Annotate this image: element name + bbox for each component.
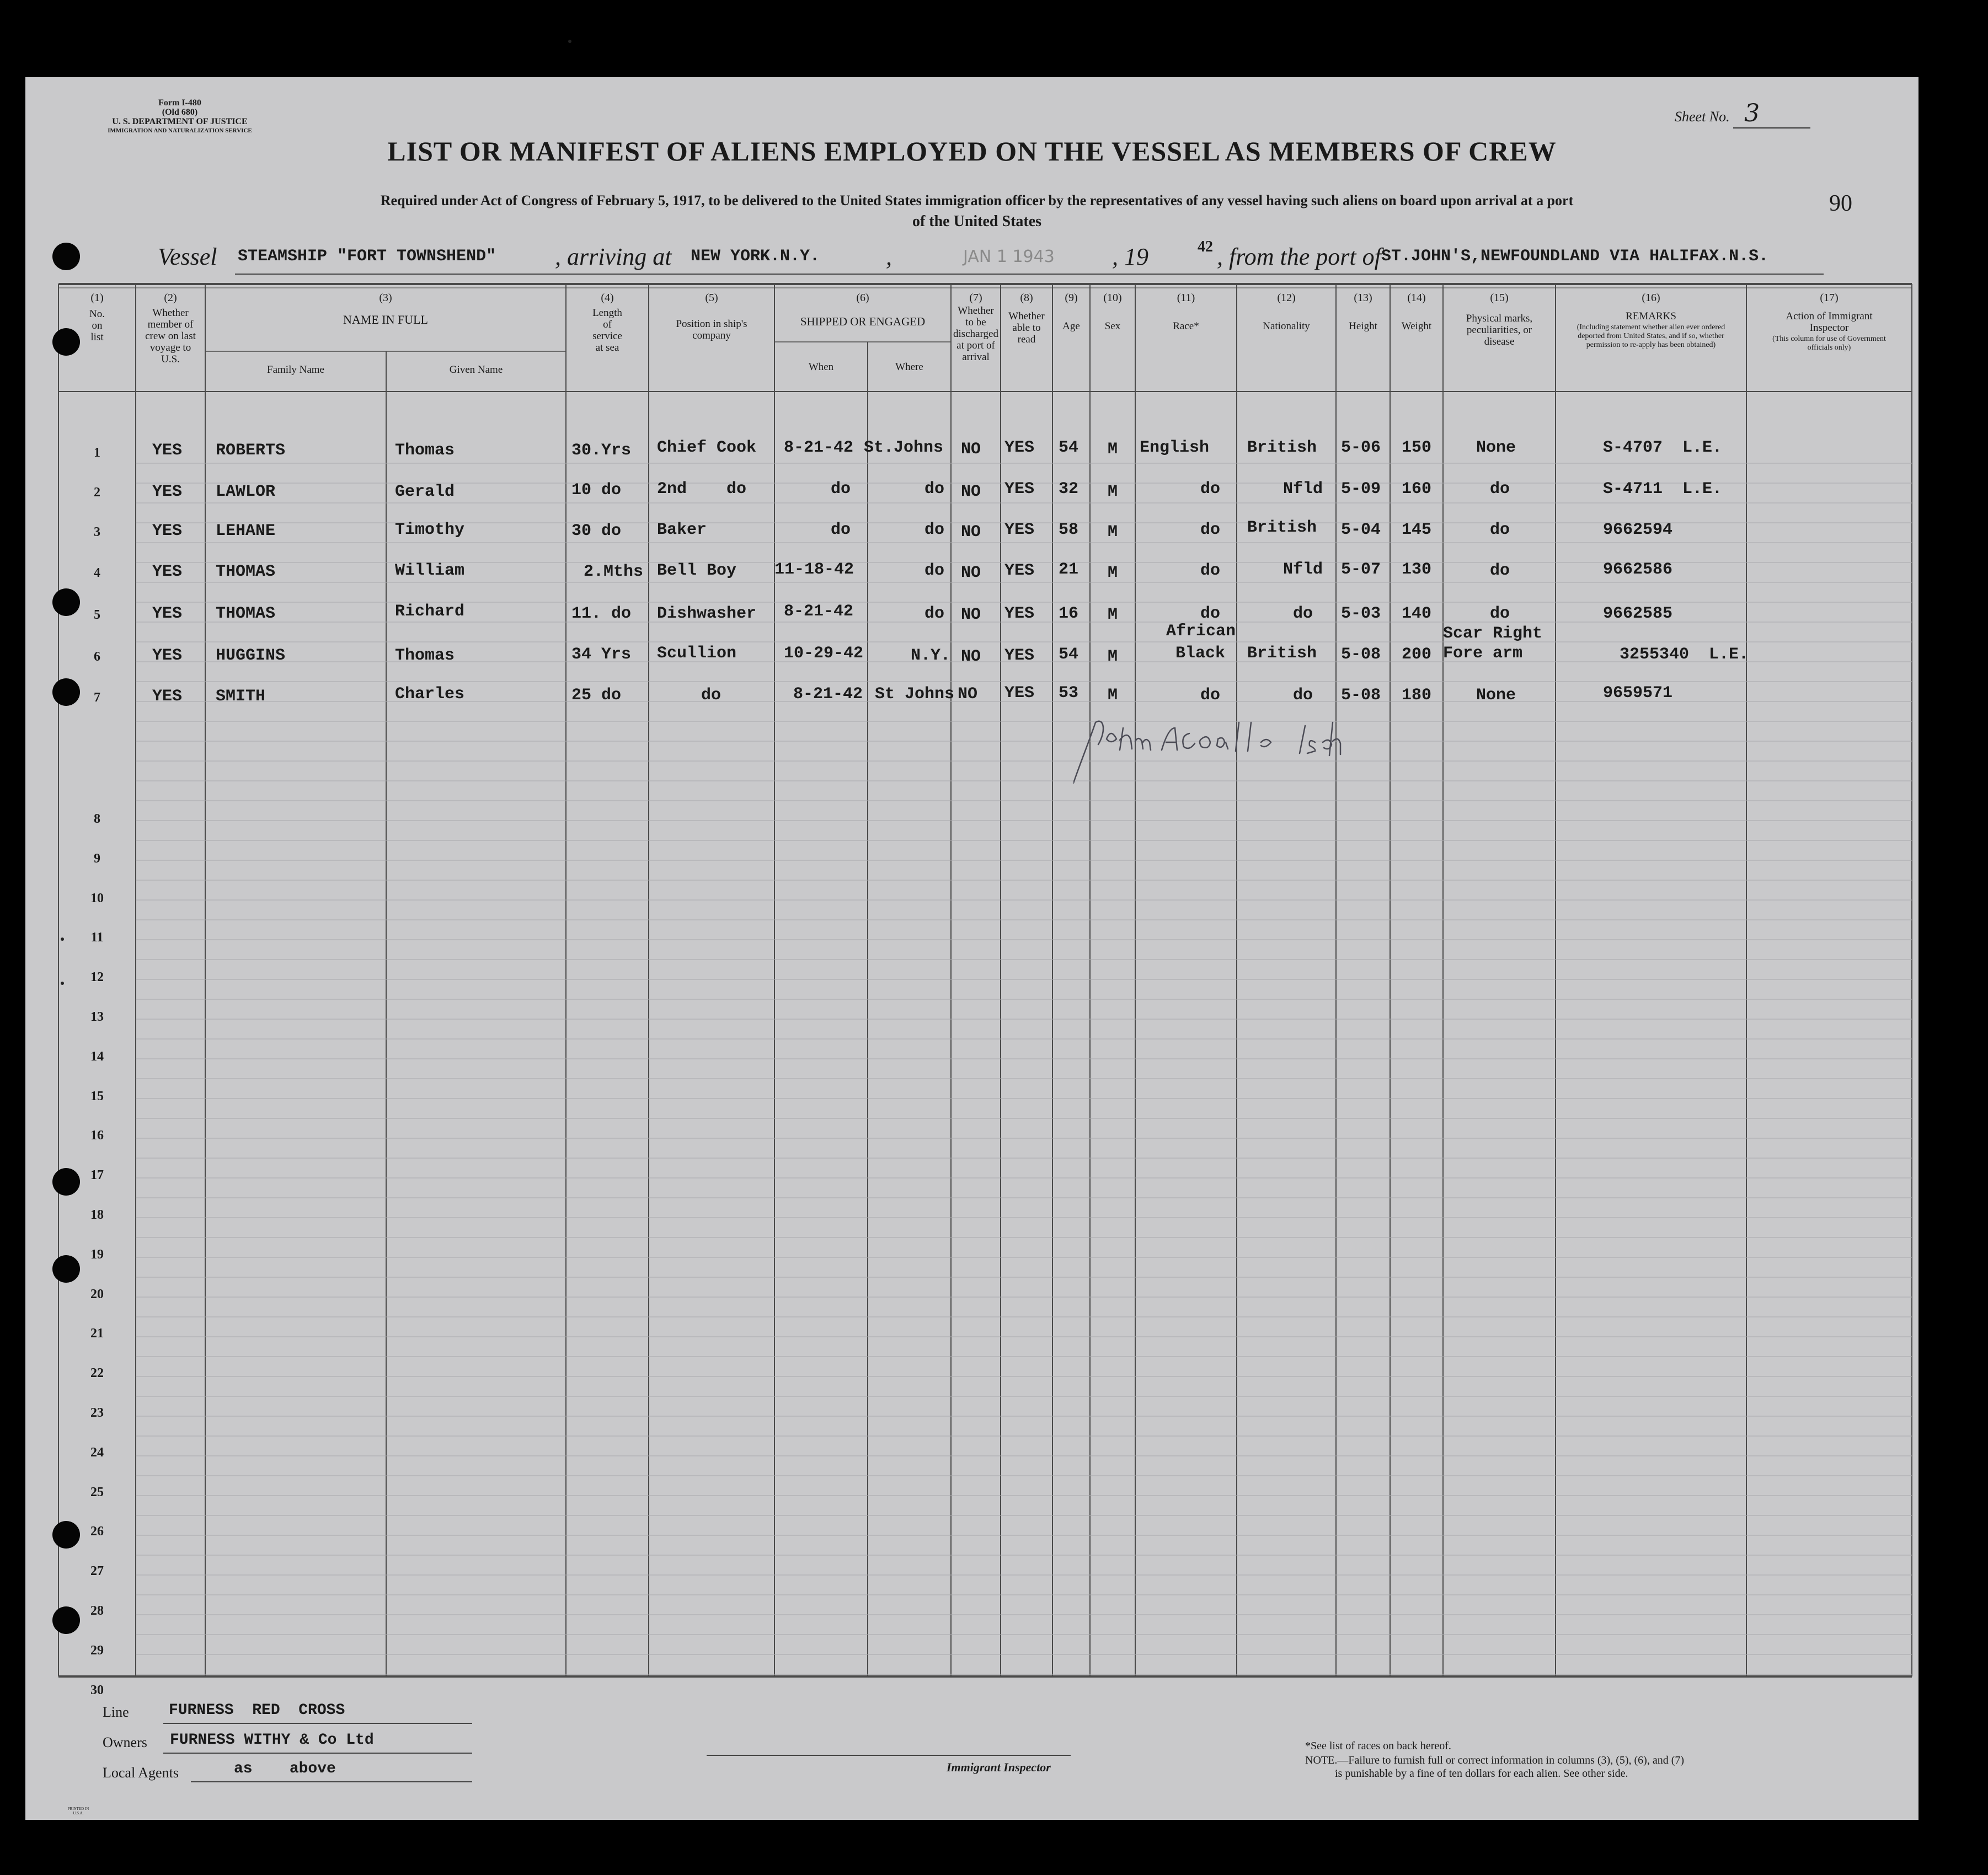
row-number: 16 [90,1128,104,1143]
remarks-cell: S-4707 L.E. [1603,438,1723,457]
owners-value: FURNESS WITHY & Co Ltd [170,1732,374,1749]
col-2-number: (2) [164,292,177,304]
nationality-cell: British [1247,644,1317,663]
col-6-label: SHIPPED OR ENGAGED [800,315,926,328]
race-cell-top: African [1166,622,1236,641]
weight-cell: 130 [1402,560,1432,579]
col-12-number: (12) [1277,292,1296,304]
given-name-cell: Thomas [395,646,455,665]
inspector-label: Immigrant Inspector [947,1760,1051,1774]
col-16-sublabel: (Including statement whether alien ever ordered deported from United States, and if so, whether permission to re-apply has been obtained) [1576,323,1725,349]
col-2-label: Whether member of crew on last voyage to U.S. [145,307,196,365]
col-11-label: Race* [1173,320,1199,332]
weight-cell: 140 [1402,604,1432,623]
physical-marks-cell: do [1490,561,1510,580]
race-cell: do [1200,686,1221,705]
row-number: 26 [90,1524,104,1539]
position-cell: Scullion [657,644,737,663]
discharged-cell: NO [961,647,981,666]
able-to-read-cell: YES [1004,438,1035,457]
prev-voyage-cell: YES [152,646,183,665]
scan-speck [61,982,64,985]
col-3b-header: Given Name [449,364,503,376]
remarks-cell: 9662586 [1603,560,1673,579]
service-length-cell: 30.Yrs [571,441,632,460]
weight-cell: 180 [1402,686,1432,705]
given-name-cell: Thomas [395,441,455,460]
sex-cell: M [1108,647,1118,666]
given-name-cell: Timothy [395,521,465,539]
page-mark: 90 [1829,191,1852,216]
col-17-number: (17) [1820,292,1839,304]
race-cell: do [1200,480,1221,499]
col-3-label: NAME IN FULL [343,313,428,326]
family-name-cell: HUGGINS [216,646,286,665]
inspector-signature-line [707,1755,1071,1756]
given-name-cell: Charles [395,685,465,704]
discharged-cell: NO [958,685,978,704]
row-number: 3 [94,525,100,539]
row-number: 14 [90,1049,104,1064]
crew-rows [25,77,1918,1820]
position-cell: Baker [657,521,707,539]
row-number: 2 [94,485,100,500]
physical-marks-cell: do [1490,604,1510,623]
row-number: 28 [90,1604,104,1618]
printer-mark: PRINTED IN U.S.A. [67,1807,89,1815]
family-name-cell: LEHANE [216,522,276,540]
remarks-cell: 3255340 L.E. [1620,645,1749,664]
binder-hole [52,678,80,706]
row-number: 11 [90,930,104,945]
line-underline [163,1723,472,1724]
weight-cell: 200 [1402,645,1432,664]
col-10-number: (10) [1103,292,1122,304]
form-number: Form I-480 [158,98,201,108]
able-to-read-cell: YES [1004,684,1035,703]
height-cell: 5-04 [1341,521,1381,539]
sex-cell: M [1108,483,1118,501]
remarks-cell: 9662594 [1603,521,1673,539]
row-number: 4 [94,566,100,580]
shipped-when-cell: 10-29-42 [784,644,864,663]
col-4-label: Length of service at sea [592,307,622,353]
remarks-cell: 9662585 [1603,604,1673,623]
shipped-when-cell: 8-21-42 [793,685,863,704]
col-16-number: (16) [1642,292,1660,304]
given-name-cell: Gerald [395,483,455,501]
departure-port: ST.JOHN'S,NEWFOUNDLAND VIA HALIFAX.N.S. [1381,247,1769,266]
scan-speck [61,938,64,941]
col-14-label: Weight [1401,320,1432,332]
service-length-cell: 25 do [571,686,622,705]
col-15-label: Physical marks, peculiarities, or disease [1466,313,1533,347]
row-number: 17 [90,1168,104,1183]
race-cell: do [1200,521,1221,539]
service-length-cell: 10 do [571,481,622,500]
age-cell: 32 [1059,480,1079,499]
discharged-cell: NO [961,483,981,501]
col-12-label: Nationality [1263,320,1310,332]
arriving-label: , arriving at [555,243,672,270]
agents-label: Local Agents [103,1765,179,1781]
footer-agents-row [103,1765,179,1781]
line-value: FURNESS RED CROSS [169,1702,345,1719]
col-17-label: Action of Immigrant Inspector [1786,310,1873,334]
row-number: 6 [94,650,100,664]
page-title: LIST OR MANIFEST OF ALIENS EMPLOYED ON THE VESSEL AS MEMBERS OF CREW [387,136,1557,167]
sheet-number-value: 3 [1733,99,1810,128]
sex-cell: M [1108,606,1118,624]
height-cell: 5-09 [1341,480,1381,499]
col-14-number: (14) [1407,292,1426,304]
shipped-where-cell: do [924,480,945,499]
discharged-cell: NO [961,606,981,624]
able-to-read-cell: YES [1004,521,1035,539]
row-number: 27 [90,1564,104,1579]
col-16-label: REMARKS [1626,310,1676,322]
shipped-where-cell: do [924,521,945,539]
prev-voyage-cell: YES [152,483,183,501]
prev-voyage-cell: YES [152,687,183,706]
service-length-cell: 11. do [571,604,632,623]
row-number: 23 [90,1406,104,1420]
col-6a-header: When [808,361,834,373]
port-label: , from the port of [1217,243,1381,270]
races-note: *See list of races on back hereof. [1305,1740,1451,1752]
weight-cell: 145 [1402,521,1432,539]
col-7-number: (7) [969,292,982,304]
discharged-cell: NO [961,564,981,582]
physical-marks-cell-top: Scar Right [1443,624,1543,643]
family-name-cell: LAWLOR [216,483,276,501]
comma-mark: , [886,243,892,270]
nationality-cell: do [1293,686,1313,705]
department-name: U. S. DEPARTMENT OF JUSTICE [112,117,248,126]
prev-voyage-cell: YES [152,562,183,581]
col-5-number: (5) [705,292,718,304]
row-number: 9 [94,851,100,866]
position-cell: do [701,686,722,705]
row-number: 7 [94,690,100,705]
prev-voyage-cell: YES [152,441,183,460]
height-cell: 5-08 [1341,686,1381,705]
owners-underline [163,1753,472,1754]
agents-value: as above [234,1760,336,1777]
given-name-cell: William [395,561,465,580]
race-cell: English [1140,438,1210,457]
form-old-number: (Old 680) [162,108,198,117]
shipped-when-cell: 11-18-42 [774,560,854,579]
sex-cell: M [1108,523,1118,542]
physical-marks-cell-bottom: Fore arm [1443,644,1523,663]
shipped-when-cell: do [831,521,851,539]
position-cell: Dishwasher [657,604,757,623]
shipped-where-cell: N.Y. [911,646,951,665]
col-6-number: (6) [856,292,869,304]
vessel-label: Vessel [158,243,217,270]
row-number: 30 [90,1683,104,1697]
penalty-note-line-2: is punishable by a fine of ten dollars for each alien. See other side. [1335,1767,1628,1780]
position-cell: Bell Boy [657,561,737,580]
prev-voyage-cell: YES [152,522,183,540]
nationality-cell: do [1293,604,1313,623]
row-number: 24 [90,1445,104,1460]
position-cell: Chief Cook [657,438,757,457]
physical-marks-cell: None [1476,686,1516,705]
binder-hole [52,1521,80,1549]
age-cell: 53 [1059,684,1079,703]
col-9-number: (9) [1065,292,1078,304]
family-name-cell: SMITH [216,687,266,706]
col-3a-header: Family Name [267,364,324,376]
shipped-where-cell: do [924,561,945,580]
weight-cell: 150 [1402,438,1432,457]
col-9-label: Age [1062,320,1080,332]
age-cell: 16 [1059,604,1079,623]
arrival-port: NEW YORK.N.Y. [691,247,820,266]
col-13-label: Height [1349,320,1377,332]
col-10-label: Sex [1104,320,1121,332]
col-17-sublabel: (This column for use of Government officials only) [1772,335,1886,352]
binder-hole [52,588,80,616]
physical-marks-cell: do [1490,521,1510,539]
sex-cell: M [1108,440,1118,459]
row-number: 8 [94,812,100,826]
given-name-cell: Richard [395,602,465,621]
col-1-number: (1) [90,292,104,304]
col-8-label: Whether able to read [1008,310,1045,345]
family-name-cell: THOMAS [216,604,276,623]
row-number: 12 [90,970,104,985]
col-5-label: Position in ship's company [676,318,747,341]
sex-cell: M [1108,686,1118,705]
prev-voyage-cell: YES [152,604,183,623]
col-3-number: (3) [379,292,392,304]
nationality-cell: British [1247,518,1317,537]
col-13-number: (13) [1354,292,1372,304]
row-number: 21 [90,1326,104,1341]
vessel-name: STEAMSHIP "FORT TOWNSHEND" [238,247,496,266]
family-name-cell: THOMAS [216,562,276,581]
col-15-number: (15) [1490,292,1509,304]
nationality-cell: British [1247,438,1317,457]
sheet-label: Sheet No. [1675,109,1730,125]
remarks-cell: 9659571 [1603,684,1673,703]
service-name: IMMIGRATION AND NATURALIZATION SERVICE [108,127,252,134]
binder-hole [52,328,80,356]
binder-hole [52,1168,80,1196]
row-number: 25 [90,1485,104,1499]
date-stamp: JAN 1 1943 [963,247,1055,266]
height-cell: 5-07 [1341,560,1381,579]
race-cell: do [1200,561,1221,580]
nationality-cell: Nfld [1283,480,1323,499]
line-label: Line [103,1704,129,1720]
service-length-cell: 30 do [571,522,622,540]
service-length-cell: 34 Yrs [571,645,632,664]
row-number: 29 [90,1643,104,1658]
row-number: 18 [90,1208,104,1222]
requirement-line-1: Required under Act of Congress of February 5, 1917, to be delivered to the United States immigration officer by the representatives of any vessel having such aliens on board upon arrival at a port [380,192,1574,208]
sex-cell: M [1108,564,1118,582]
col-1-label: No. on list [89,308,105,343]
shipped-when-cell: do [831,480,851,499]
able-to-read-cell: YES [1004,480,1035,499]
row-number: 22 [90,1366,104,1381]
footer-owners-row [103,1734,147,1751]
discharged-cell: NO [961,440,981,459]
binder-hole [52,243,80,270]
agents-underline [191,1781,472,1782]
height-cell: 5-03 [1341,604,1381,623]
row-number: 13 [90,1010,104,1024]
inspector-signature [1073,706,1382,789]
footer-line-row [103,1704,129,1721]
able-to-read-cell: YES [1004,646,1035,665]
family-name-cell: ROBERTS [216,441,286,460]
remarks-cell: S-4711 L.E. [1603,480,1723,499]
shipped-where-cell: St Johns [875,685,955,704]
row-number: 15 [90,1089,104,1103]
owners-label: Owners [103,1734,147,1750]
able-to-read-cell: YES [1004,604,1035,623]
penalty-note-line-1: NOTE.—Failure to furnish full or correct information in columns (3), (5), (6), and (7) [1305,1754,1685,1766]
col-4-number: (4) [601,292,614,304]
discharged-cell: NO [961,523,981,542]
physical-marks-cell: None [1476,438,1516,457]
row-number: 20 [90,1287,104,1301]
nationality-cell: Nfld [1283,560,1323,579]
shipped-when-cell: 8-21-42 [784,438,854,457]
year-suffix: 42 [1198,238,1213,255]
row-number: 1 [94,446,100,460]
row-number: 5 [94,608,100,622]
col-7-label: Whether to be discharged at port of arrival [953,305,998,363]
able-to-read-cell: YES [1004,561,1035,580]
binder-hole [52,1255,80,1283]
race-cell-bottom: Black [1175,644,1226,663]
physical-marks-cell: do [1490,480,1510,499]
row-number: 19 [90,1247,104,1262]
shipped-where-cell: do [924,604,945,623]
age-cell: 54 [1059,438,1079,457]
weight-cell: 160 [1402,480,1432,499]
col-11-number: (11) [1177,292,1195,304]
shipped-when-cell: 8-21-42 [784,602,854,621]
requirement-line-2: of the United States [912,213,1042,230]
age-cell: 58 [1059,521,1079,539]
col-6b-header: Where [895,361,923,373]
height-cell: 5-06 [1341,438,1381,457]
shipped-where-cell: St.Johns [864,438,944,457]
age-cell: 54 [1059,645,1079,664]
age-cell: 21 [1059,560,1079,579]
col-8-number: (8) [1020,292,1033,304]
year-label: , 19 [1112,243,1148,270]
service-length-cell: 2.Mths [584,562,644,581]
position-cell: 2nd do [657,480,747,499]
scan-speck [568,40,571,43]
race-cell: do [1200,604,1221,623]
binder-hole [52,1606,80,1634]
manifest-sheet [25,77,1918,1820]
row-number: 10 [90,891,104,906]
height-cell: 5-08 [1341,645,1381,664]
